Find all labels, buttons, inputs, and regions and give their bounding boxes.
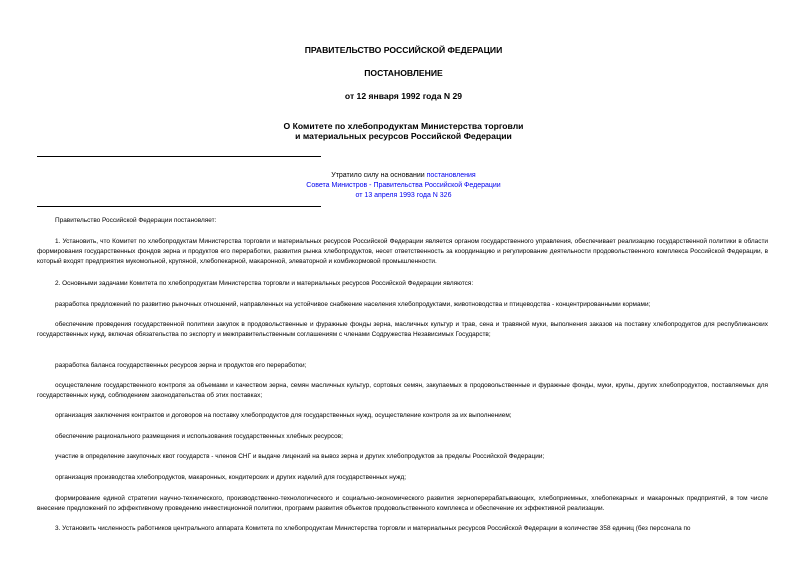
task-item-5: организация заключения контрактов и договоров на поставку хлебопродуктов для государственных нужд, осуществление контроля за их выполнением; — [55, 412, 512, 419]
task-item-6: обеспечение рационального размещения и использования государственных хлебных ресурсов; — [55, 433, 343, 440]
task-item-3: разработка баланса государственных ресурсов зерна и продуктов его переработки; — [55, 362, 307, 369]
document-type-heading: ПОСТАНОВЛЕНИЕ — [364, 68, 443, 78]
task-item-4: осуществление государственного контроля за объемами и качеством зерна, семян масличных культур, сортовых семян, закупаемых в продовольственные и фуражные фонды, муки, крупы, других хлебопродуктов, поставляемых для государственных нужд, соблюдением законодательства об этих поставках; — [37, 382, 768, 400]
preamble-paragraph: Правительство Российской Федерации постановляет: — [55, 217, 217, 224]
repeal-decree-link[interactable]: постановления — [426, 172, 476, 179]
bottom-divider — [37, 206, 321, 207]
repeal-decree-link-date[interactable]: от 13 апреля 1993 года N 326 — [355, 192, 452, 199]
task-item-2: обеспечение проведения государственной политики закупок в продовольственные и фуражные фонды зерна, масличных культур и трав, сена и травяной муки, выполнения заказов на поставку хлебопродуктов для республиканских государственных нужд, включая обязательства по экспорту и межправительственным соглашениям с членами Содружества Независимых Государств; — [37, 321, 768, 339]
status-note-line-3 — [0, 190, 807, 201]
status-note-prefix: Утратило силу на основании — [331, 172, 427, 179]
paragraph-2: 2. Основными задачами Комитета по хлебопродуктам Министерства торговли и материальных ресурсов Российской Федерации являются: — [55, 280, 474, 287]
task-item-8: организация производства хлебопродуктов, макаронных, кондитерских и других изделий для государственных нужд; — [55, 474, 407, 481]
date-number-heading: от 12 января 1992 года N 29 — [344, 91, 463, 101]
repeal-decree-link-issuer[interactable]: Совета Министров - Правительства Российской Федерации — [306, 182, 501, 189]
title-line-1: О Комитете по хлебопродуктам Министерства торговли — [283, 121, 524, 131]
paragraph-1: 1. Установить, что Комитет по хлебопродуктам Министерства торговли и материальных ресурсов Российской Федерации является органом государственного управления, обеспечивает реализацию государственной политики в области формирования государственных фондов зерна и продуктов его переработки, развития рынка хлебопродуктов, несет ответственность за координацию и регулирование деятельности продовольственного комплекса Российской Федерации, в который входят предприятия мукомольной, крупяной, хлебопекарной, макаронной, элеваторной и комбикормовой промышленности. — [37, 238, 768, 266]
title-line-2: и материальных ресурсов Российской Федерации — [295, 131, 512, 141]
task-item-7: участие в определение закупочных квот государств - членов СНГ и выдаче лицензий на вывоз зерна и других хлебопродуктов за пределы Российской Федерации; — [55, 453, 545, 460]
top-divider — [37, 156, 321, 157]
task-item-1: разработка предложений по развитию рыночных отношений, направленных на устойчивое снабжение населения хлебопродуктами, животноводства и птицеводства - концентрированными кормами; — [55, 301, 651, 308]
task-item-9: формирование единой стратегии научно-технического, производственно-технологического и социально-экономического развития зерноперерабатывающих, хлебоприемных, хлебопекарных и макаронных предприятий, в том числе внесение предложений по эффективному проведению инвестиционной политики, программ развития объектов продовольственного комплекса и обеспечение их эффективной реализации. — [37, 495, 768, 513]
issuer-heading: ПРАВИТЕЛЬСТВО РОССИЙСКОЙ ФЕДЕРАЦИИ — [304, 45, 503, 55]
paragraph-3: 3. Установить численность работников центрального аппарата Комитета по хлебопродуктам Министерства торговли и материальных ресурсов Российской Федерации в количестве 358 единиц (без персонала по — [55, 525, 691, 532]
